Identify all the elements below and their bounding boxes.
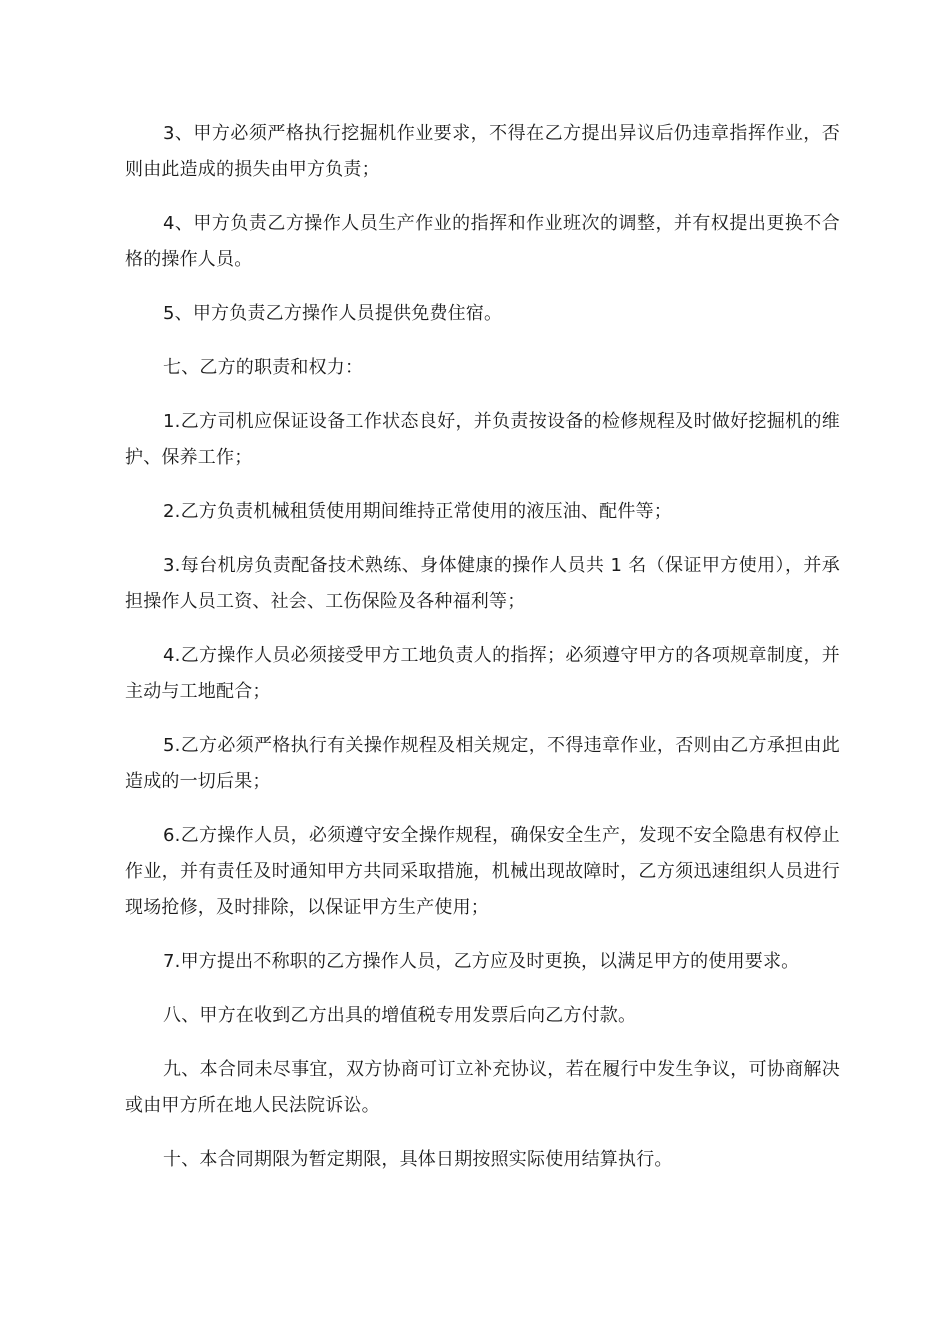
section-heading: 八、甲方在收到乙方出具的增值税专用发票后向乙方付款。 (163, 1005, 637, 1026)
clause-paragraph: 2.乙方负责机械租赁使用期间维持正常使用的液压油、配件等； (163, 501, 672, 522)
clause-paragraph: 4.乙方操作人员必须接受甲方工地负责人的指挥；必须遵守甲方的各项规章制度，并主动与工地配合； (125, 645, 840, 702)
section-heading: 七、乙方的职责和权力： (163, 357, 364, 378)
section-heading: 十、本合同期限为暂定期限，具体日期按照实际使用结算执行。 (163, 1149, 673, 1170)
contract-body (125, 116, 840, 1196)
clause-paragraph: 5.乙方必须严格执行有关操作规程及相关规定，不得违章作业，否则由乙方承担由此造成的一切后果； (125, 735, 840, 792)
section-heading: 九、本合同未尽事宜，双方协商可订立补充协议，若在履行中发生争议，可协商解决或由甲方所在地人民法院诉讼。 (125, 1059, 840, 1116)
clause-paragraph: 4、甲方负责乙方操作人员生产作业的指挥和作业班次的调整，并有权提出更换不合格的操作人员。 (125, 213, 840, 270)
clause-paragraph: 7.甲方提出不称职的乙方操作人员，乙方应及时更换，以满足甲方的使用要求。 (163, 951, 800, 972)
clause-paragraph: 6.乙方操作人员，必须遵守安全操作规程，确保安全生产，发现不安全隐患有权停止作业，并有责任及时通知甲方共同采取措施，机械出现故障时，乙方须迅速组织人员进行现场抢修，及时排除，以保证甲方生产使用； (125, 825, 840, 918)
clause-paragraph: 5、甲方负责乙方操作人员提供免费住宿。 (163, 303, 503, 324)
clause-paragraph: 1.乙方司机应保证设备工作状态良好，并负责按设备的检修规程及时做好挖掘机的维护、保养工作； (125, 411, 840, 468)
clause-paragraph: 3.每台机房负责配备技术熟练、身体健康的操作人员共 1 名（保证甲方使用），并承担操作人员工资、社会、工伤保险及各种福利等； (125, 555, 840, 612)
clause-paragraph: 3、甲方必须严格执行挖掘机作业要求，不得在乙方提出异议后仍违章指挥作业，否则由此造成的损失由甲方负责； (125, 123, 840, 180)
